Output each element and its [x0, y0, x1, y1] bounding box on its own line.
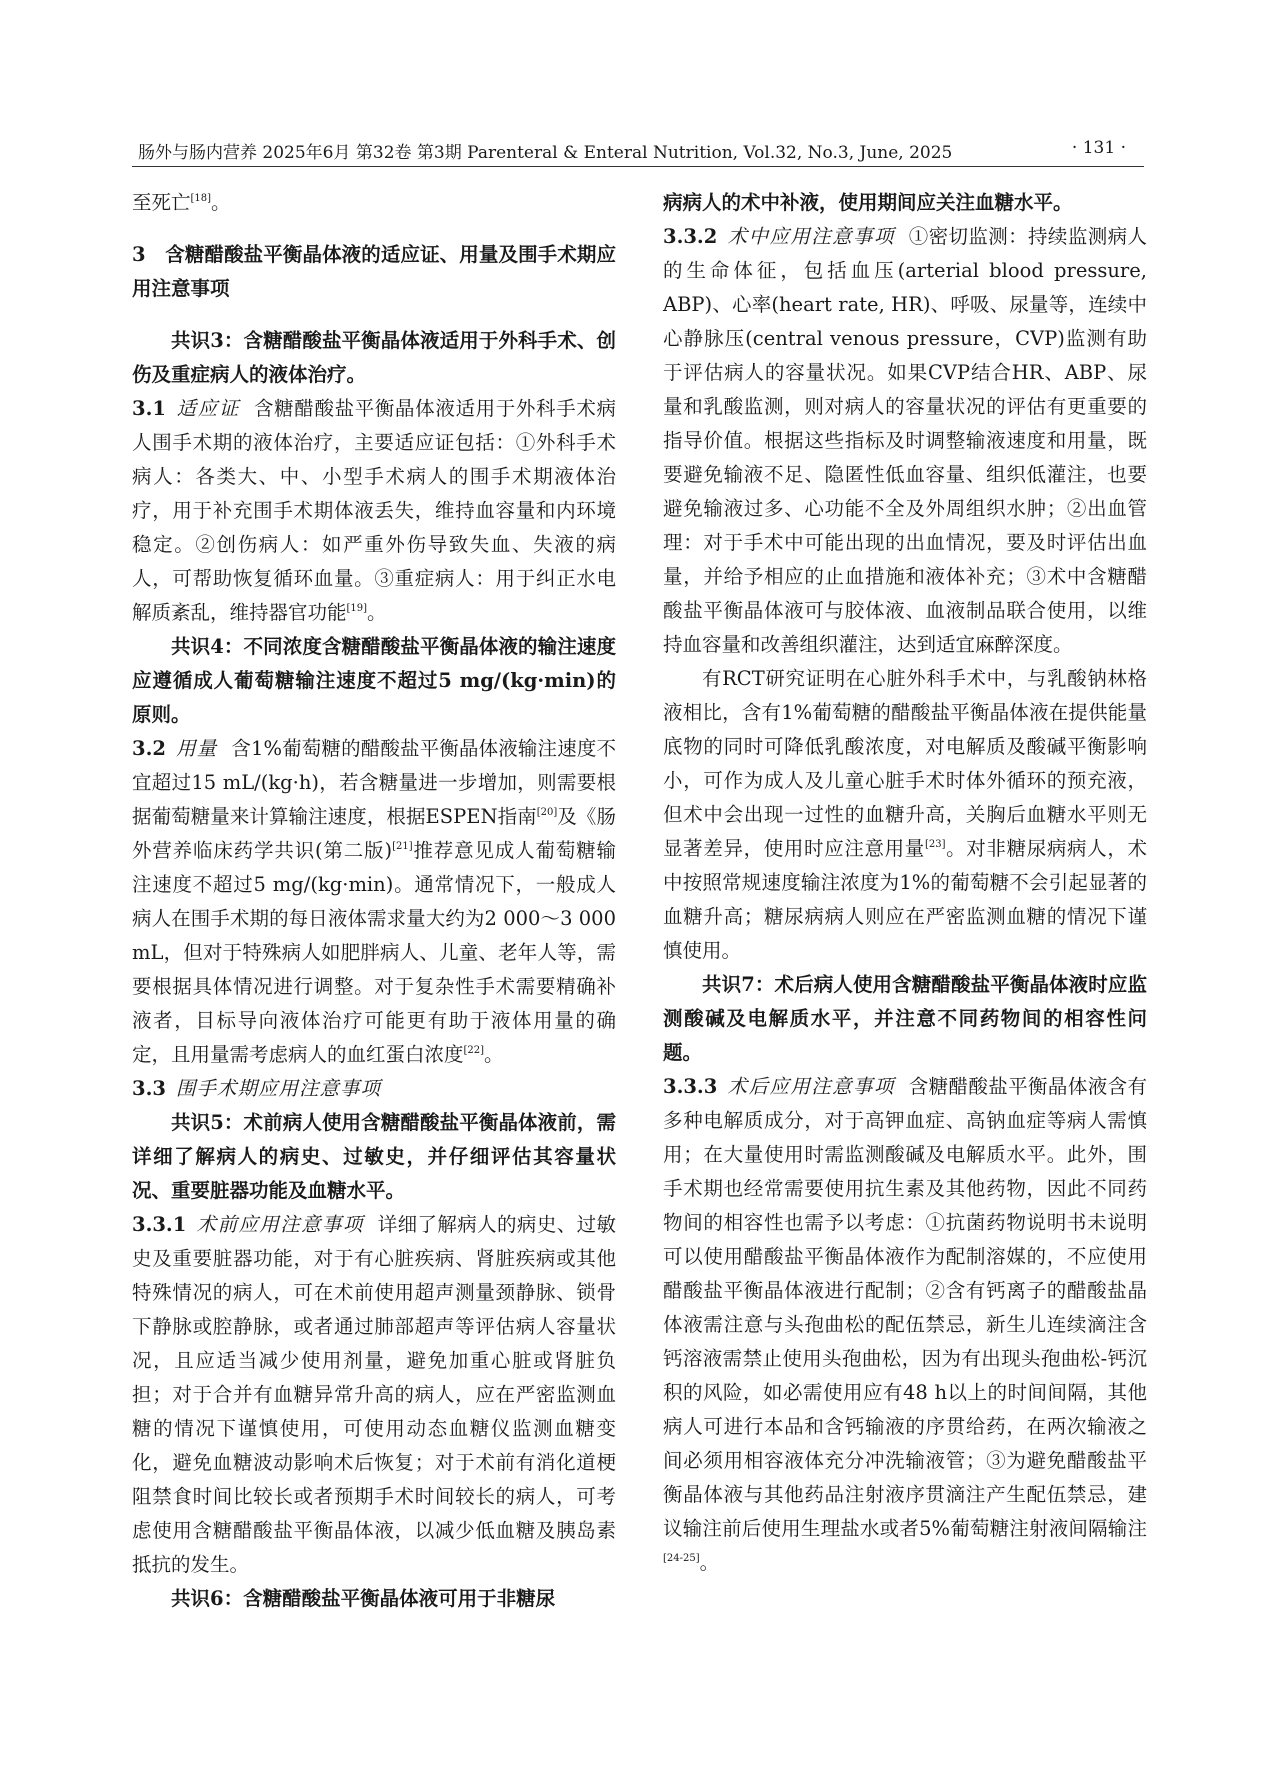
consensus-3: 共识3：含糖醋酸盐平衡晶体液适用于外科手术、创伤及重症病人的液体治疗。 [132, 329, 616, 386]
journal-citation: 肠外与肠内营养 2025年6月 第32卷 第3期 Parenteral & Enteral Nutrition, Vol.32, No.3, June, 2025 [138, 143, 953, 163]
section-3-3-3: 3.3.3 术后应用注意事项 含糖醋酸盐平衡晶体液含有多种电解质成分，对于高钾血症、高钠血症等病人需慎用；在大量使用时需监测酸碱及电解质水平。此外，围手术期也经常需要使用抗生素及其他药物，因此不同药物间的相容性也需予以考虑：①抗菌药物说明书未说明可以使用醋酸盐平衡晶体液作为配制溶媒的，不应使用醋酸盐平衡晶体液进行配制；②含有钙离子的醋酸盐晶体液需注意与头孢曲松的配伍禁忌，新生儿连续滴注含钙溶液需禁止使用头孢曲松，因为有出现头孢曲松-钙沉积的风险，如必需使用应有48 h以上的时间间隔，其他病人可进行本品和含钙输液的序贯给药，在两次输液之间必须用相容液体充分冲洗输液管；③为避免醋酸盐平衡晶体液与其他药品注射液序贯滴注产生配伍禁忌，建议输注前后使用生理盐水或者5%葡萄糖注射液间隔输注[24-25]。 [663, 1075, 1147, 1574]
consensus-6-end: 病病人的术中补液，使用期间应关注血糖水平。 [663, 191, 1073, 214]
rct-paragraph: 有RCT研究证明在心脏外科手术中，与乳酸钠林格液相比，含有1%葡萄糖的醋酸盐平衡晶体液在提供能量底物的同时可降低乳酸浓度，对电解质及酸碱平衡影响小，可作为成人及儿童心脏手术时体外循环的预充液，但术中会出现一过性的血糖升高，关胸后血糖水平则无显著差异，使用时应注意用量[23]。对非糖尿病病人，术中按照常规速度输注浓度为1%的葡萄糖不会引起显著的血糖升高；糖尿病病人则应在严密监测血糖的情况下谨慎使用。 [663, 667, 1147, 962]
section-3-3: 3.3 围手术期应用注意事项 [132, 1077, 381, 1100]
paragraph-end-ref: 至死亡[18]。 [132, 191, 231, 214]
left-column [132, 186, 616, 1616]
consensus-7: 共识7：术后病人使用含糖醋酸盐平衡晶体液时应监测酸碱及电解质水平，并注意不同药物间的相容性问题。 [663, 973, 1147, 1064]
consensus-5: 共识5：术前病人使用含糖醋酸盐平衡晶体液前，需详细了解病人的病史、过敏史，并仔细评估其容量状况、重要脏器功能及血糖水平。 [132, 1111, 616, 1202]
section-3-3-2: 3.3.2 术中应用注意事项 ①密切监测：持续监测病人的生命体征，包括血压(arterial blood pressure, ABP)、心率(heart rate, HR)、呼吸、尿量等，连续中心静脉压(central venous pressure，CVP)监测有助于评估病人的容量状况。如果CVP结合HR、ABP、尿量和乳酸监测，则对病人的容量状况的评估有更重要的指导价值。根据这些指标及时调整输液速度和用量，既要避免输液不足、隐匿性低血容量、组织低灌注，也要避免输液过多、心功能不全及外周组织水肿；②出血管理：对于手术中可能出现的出血情况，要及时评估出血量，并给予相应的止血措施和液体补充；③术中含糖醋酸盐平衡晶体液可与胶体液、血液制品联合使用，以维持血容量和改善组织灌注，达到适宜麻醉深度。 [663, 225, 1147, 656]
consensus-6-start: 共识6：含糖醋酸盐平衡晶体液可用于非糖尿 [171, 1587, 556, 1610]
section-3-1: 3.1 适应证 含糖醋酸盐平衡晶体液适用于外科手术病人围手术期的液体治疗，主要适应证包括：①外科手术病人：各类大、中、小型手术病人的围手术期液体治疗，用于补充围手术期体液丢失，维持血容量和内环境稳定。②创伤病人：如严重外伤导致失血、失液的病人，可帮助恢复循环血量。③重症病人：用于纠正水电解质紊乱，维持器官功能[19]。 [132, 397, 616, 624]
section-heading: 3 含糖醋酸盐平衡晶体液的适应证、用量及围手术期应用注意事项 [132, 243, 616, 300]
page-number: · 131 · [1071, 138, 1126, 158]
right-column [663, 186, 1147, 1580]
consensus-4: 共识4：不同浓度含糖醋酸盐平衡晶体液的输注速度应遵循成人葡萄糖输注速度不超过5 mg/(kg·min)的原则。 [132, 635, 616, 726]
section-3-3-1: 3.3.1 术前应用注意事项 详细了解病人的病史、过敏史及重要脏器功能，对于有心脏疾病、肾脏疾病或其他特殊情况的病人，可在术前使用超声测量颈静脉、锁骨下静脉或腔静脉，或者通过肺部超声等评估病人容量状况，且应适当减少使用剂量，避免加重心脏或肾脏负担；对于合并有血糖异常升高的病人，应在严密监测血糖的情况下谨慎使用，可使用动态血糖仪监测血糖变化，避免血糖波动影响术后恢复；对于术前有消化道梗阻禁食时间比较长或者预期手术时间较长的病人，可考虑使用含糖醋酸盐平衡晶体液，以减少低血糖及胰岛素抵抗的发生。 [132, 1213, 616, 1576]
running-header [132, 134, 1144, 167]
section-3-2: 3.2 用量 含1%葡萄糖的醋酸盐平衡晶体液输注速度不宜超过15 mL/(kg·h)，若含糖量进一步增加，则需要根据葡萄糖量来计算输注速度，根据ESPEN指南[20]及《肠外营养临床药学共识(第二版)[21]推荐意见成人葡萄糖输注速度不超过5 mg/(kg·min)。通常情况下，一般成人病人在围手术期的每日液体需求量大约为2 000～3 000 mL，但对于特殊病人如肥胖病人、儿童、老年人等，需要根据具体情况进行调整。对于复杂性手术需要精确补液者，目标导向液体治疗可能更有助于液体用量的确定，且用量需考虑病人的血红蛋白浓度[22]。 [132, 737, 616, 1066]
